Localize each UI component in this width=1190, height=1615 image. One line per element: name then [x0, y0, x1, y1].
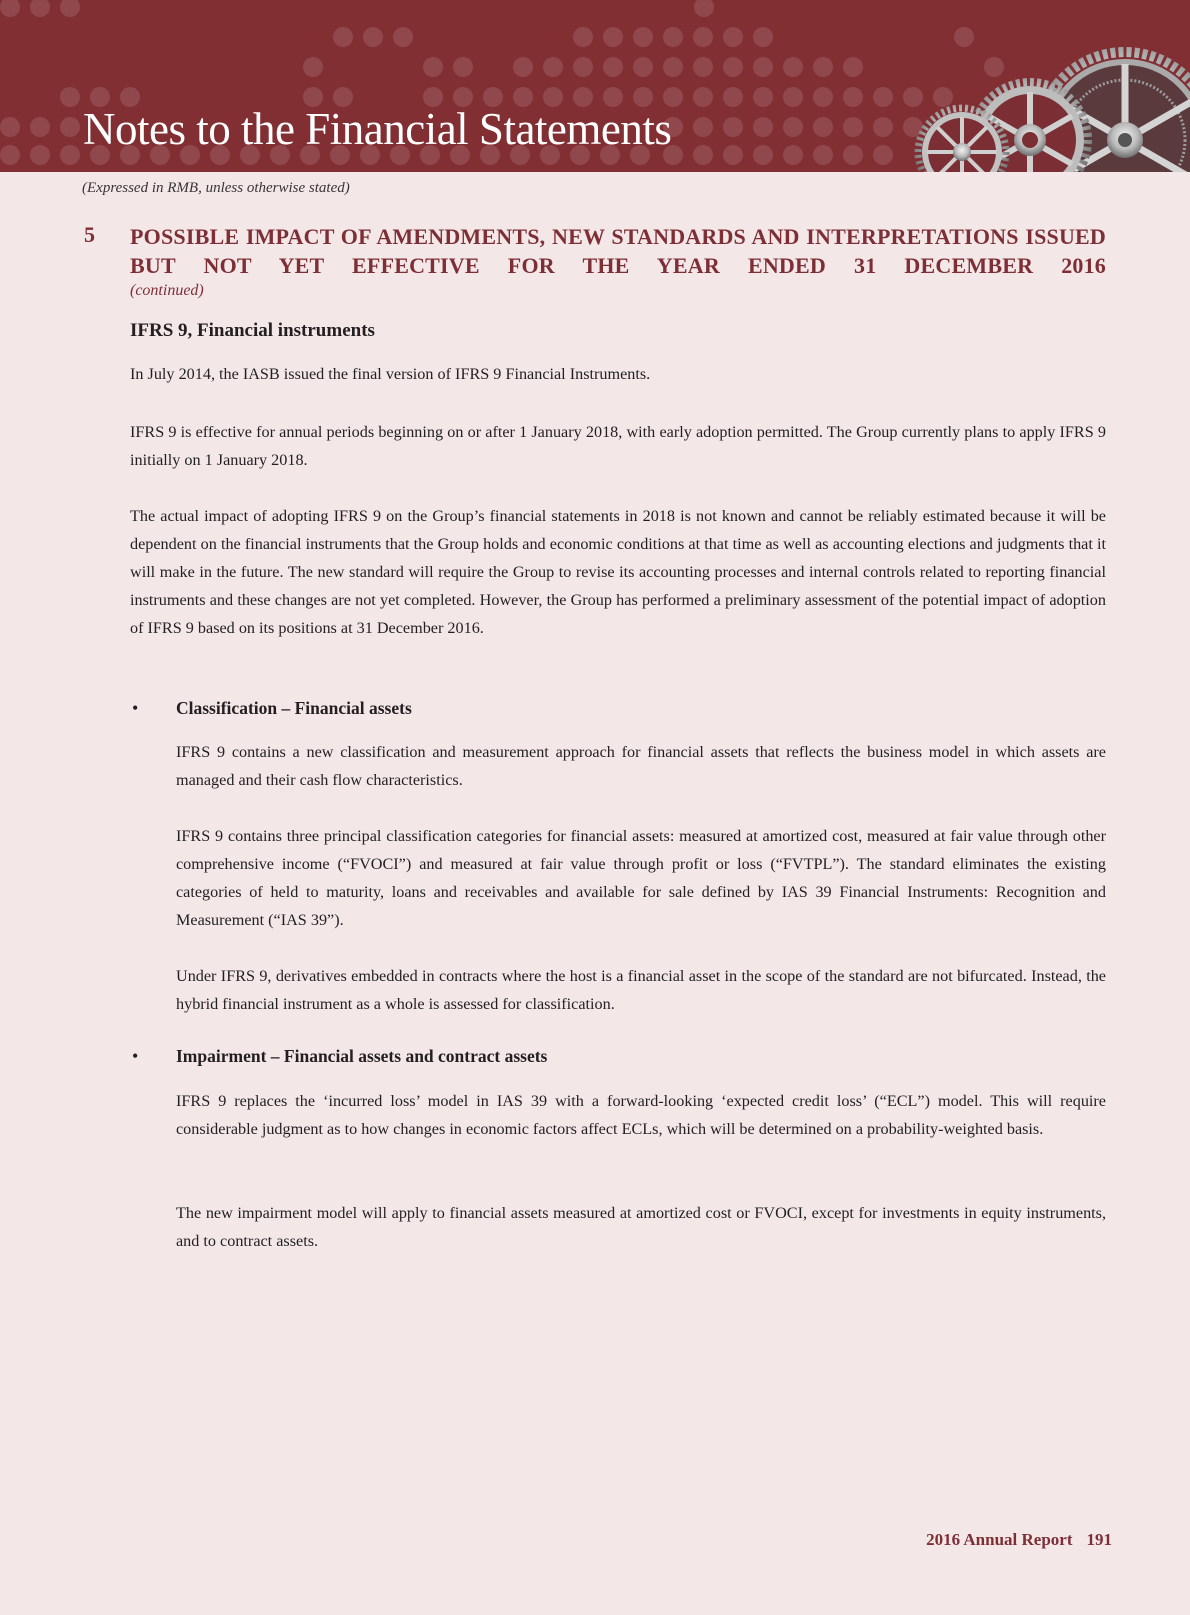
bullet-1-paragraph-2 [176, 822, 1106, 934]
sub-heading: IFRS 9, Financial instruments [130, 320, 375, 341]
paragraph-2 [130, 418, 1106, 474]
paragraph: The new impairment model will apply to financial assets measured at amortized cost or FVOCI, except for investments in equity instruments, and to contract assets. [176, 1204, 1106, 1250]
report-name: 2016 Annual Report [926, 1530, 1073, 1549]
section-header [84, 222, 1106, 300]
paragraph-3 [130, 502, 1106, 642]
paragraph: IFRS 9 contains three principal classification categories for financial assets: measured at amortized cost, measured at fair value through other comprehensive income (“FVOCI”) and measured at fair value through profit or loss (“FVTPL”). The standard eliminates the existing categories of held to maturity, loans and receivables and available for sale defined by IAS 39 Financial Instruments: Recognition and Measurement (“IAS 39”). [176, 827, 1106, 929]
header-banner [0, 0, 1190, 172]
paragraph: IFRS 9 contains a new classification and measurement approach for financial assets that reflects the business model in which assets are managed and their cash flow characteristics. [176, 743, 1106, 789]
bullet-icon: • [132, 1046, 139, 1066]
bullet-2-paragraph-1 [176, 1087, 1106, 1143]
paragraph: IFRS 9 is effective for annual periods beginning on or after 1 January 2018, with early adoption permitted. The Group currently plans to apply IFRS 9 initially on 1 January 2018. [130, 423, 1106, 469]
page-number: 191 [1086, 1530, 1112, 1549]
bullet-1-paragraph-1 [176, 738, 1106, 794]
gears-icon [910, 40, 1190, 172]
paragraph-1 [130, 360, 1106, 388]
section-title: POSSIBLE IMPACT OF AMENDMENTS, NEW STANDARDS AND INTERPRETATIONS ISSUED BUT NOT YET EFFECTIVE FOR THE YEAR ENDED 31 DECEMBER 2016 [130, 224, 1106, 278]
bullet-impairment [130, 1046, 1106, 1067]
paragraph: The actual impact of adopting IFRS 9 on the Group’s financial statements in 2018 is not known and cannot be reliably estimated because it will be dependent on the financial instruments that the Group holds and economic conditions at that time as well as accounting elections and judgments that it will make in the future. The new standard will require the Group to revise its accounting processes and internal controls related to reporting financial instruments and these changes are not yet completed. However, the Group has performed a preliminary assessment of the potential impact of adoption of IFRS 9 based on its positions at 31 December 2016. [130, 507, 1106, 637]
paragraph: Under IFRS 9, derivatives embedded in contracts where the host is a financial asset in the scope of the standard are not bifurcated. Instead, the hybrid financial instrument as a whole is assessed for classification. [176, 967, 1106, 1013]
bullet-1-paragraph-3 [176, 962, 1106, 1018]
section-number: 5 [84, 222, 95, 247]
continued-label: (continued) [130, 282, 204, 299]
sub-heading-block [130, 320, 1106, 342]
currency-note: (Expressed in RMB, unless otherwise stated) [82, 180, 350, 196]
bullet-title: Classification – Financial assets [176, 698, 412, 718]
bullet-icon: • [132, 698, 139, 718]
page-footer [926, 1530, 1112, 1550]
page-title: Notes to the Financial Statements [83, 104, 672, 154]
paragraph: In July 2014, the IASB issued the final version of IFRS 9 Financial Instruments. [130, 365, 651, 383]
bullet-classification [130, 698, 1106, 719]
bullet-2-paragraph-2 [176, 1199, 1106, 1255]
paragraph: IFRS 9 replaces the ‘incurred loss’ model in IAS 39 with a forward-looking ‘expected credit loss’ (“ECL”) model. This will require considerable judgment as to how changes in economic factors affect ECLs, which will be determined on a probability-weighted basis. [176, 1092, 1106, 1138]
bullet-title: Impairment – Financial assets and contract assets [176, 1046, 548, 1066]
